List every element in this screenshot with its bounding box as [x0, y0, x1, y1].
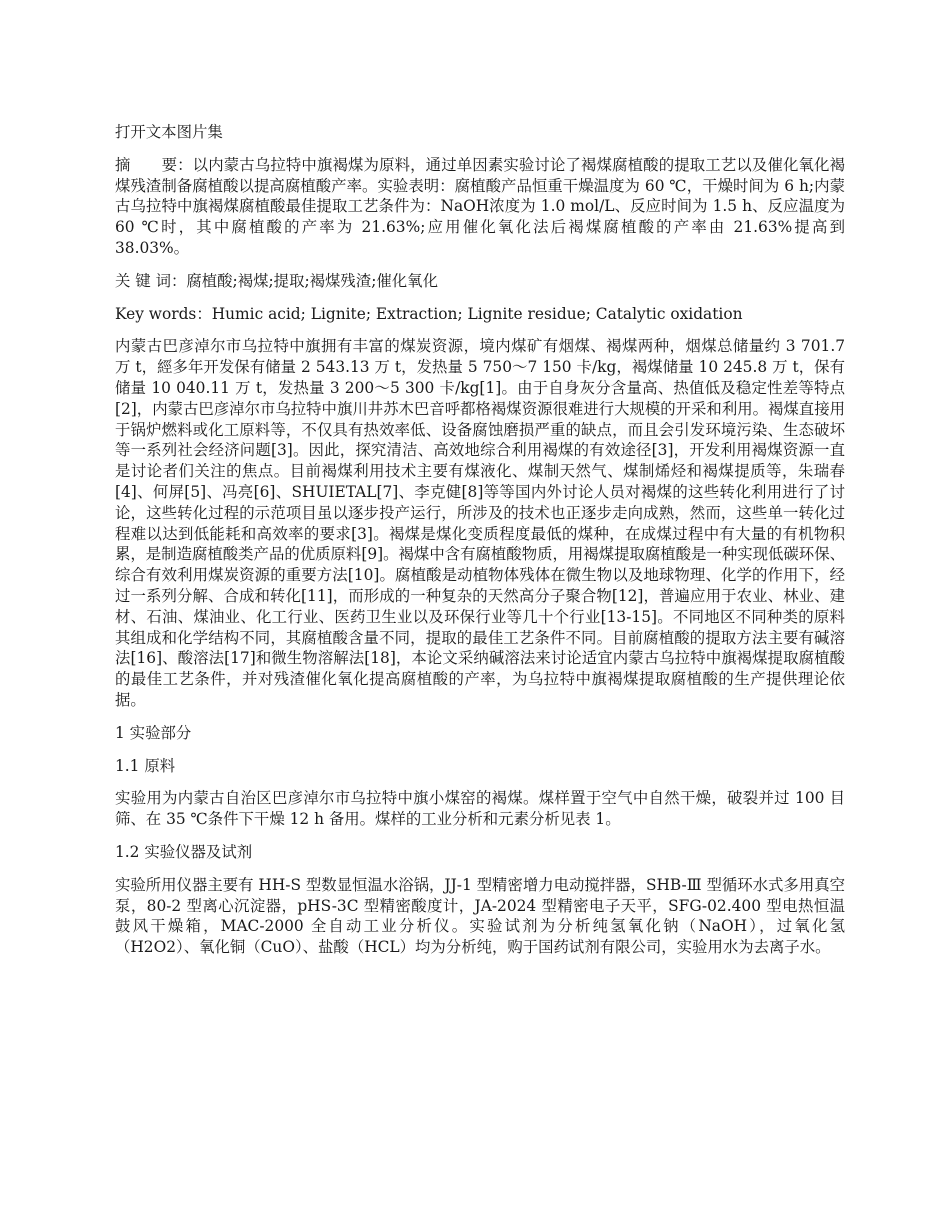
keywords-label: 关 键 词：: [115, 271, 187, 290]
section-heading-experiment: 1 实验部分: [115, 723, 192, 742]
subsection-heading-instruments: 1.2 实验仪器及试剂: [115, 842, 253, 861]
open-image-gallery-link[interactable]: 打开文本图片集: [115, 123, 223, 141]
keywords-en-label: Key words：: [115, 304, 212, 323]
document-page: [115, 122, 845, 970]
keywords-en-text: Humic acid; Lignite; Extraction; Lignite residue; Catalytic oxidation: [211, 304, 743, 323]
abstract-paragraph: [115, 155, 845, 259]
keywords-paragraph: [115, 271, 845, 292]
intro-paragraph: 内蒙古巴彦淖尔市乌拉特中旗拥有丰富的煤炭资源，境内煤矿有烟煤、褐煤两种，烟煤总储量约 3 701.7 万 t，經多年开发保有储量 2 543.13 万 t，发热量 5 750～7 150 卡/kg，褐煤储量 10 245.8 万 t，保有储量 10 040.11 万 t，发热量 3 200～5 300 卡/kg[1]。由于自身灰分含量高、热值低及稳定性差等特点[2]，内蒙古巴彦淖尔市乌拉特中旗川井苏木巴音呼都格褐煤资源很难进行大规模的开采和利用。褐煤直接用于锅炉燃料或化工原料等，不仅具有热效率低、设备腐蚀磨损严重的缺点，而且会引发环境污染、生态破坏等一系列社会经济问题[3]。因此，探究清洁、高效地综合利用褐煤的有效途径[3]，开发利用褐煤资源一直是讨论者们关注的焦点。目前褐煤利用技术主要有煤液化、煤制天然气、煤制烯烃和褐煤提质等，朱瑞春[4]、何屏[5]、冯亮[6]、SHUIETAL[7]、李克健[8]等等国内外讨论人员对褐煤的这些转化利用进行了讨论，这些转化过程的示范项目虽以逐步投产运行，所涉及的技术也正逐步走向成熟，然而，这些单一转化过程难以达到低能耗和高效率的要求[3]。褐煤是煤化变质程度最低的煤种，在成煤过程中有大量的有机物积累，是制造腐植酸类产品的优质原料[9]。褐煤中含有腐植酸物质，用褐煤提取腐植酸是一种实现低碳环保、综合有效利用煤炭资源的重要方法[10]。腐植酸是动植物体残体在微生物以及地球物理、化学的作用下，经过一系列分解、合成和转化[11]，而形成的一种复杂的天然高分子聚合物[12]，普遍应用于农业、林业、建材、石油、煤油业、化工行业、医药卫生业以及环保行业等几十个行业[13-15]。不同地区不同种类的原料其组成和化学结构不同，其腐植酸含量不同，提取的最佳工艺条件不同。目前腐植酸的提取方法主要有碱溶法[16]、酸溶法[17]和微生物溶解法[18]，本论文采纳碱溶法来讨论适宜内蒙古乌拉特中旗褐煤提取腐植酸的最佳工艺条件，并对残渣催化氧化提高腐植酸的产率，为乌拉特中旗褐煤提取腐植酸的生产提供理论依据。: [115, 337, 845, 709]
subsection-heading-materials: 1.1 原料: [115, 756, 176, 775]
abstract-label: 摘 要：: [115, 155, 193, 174]
keywords-en-paragraph: [115, 304, 845, 325]
keywords-text: 腐植酸;褐煤;提取;褐煤残渣;催化氧化: [186, 271, 438, 290]
abstract-text: 以内蒙古乌拉特中旗褐煤为原料，通过单因素实验讨论了褐煤腐植酸的提取工艺以及催化氧化褐煤残渣制备腐植酸以提高腐植酸产率。实验表明：腐植酸产品恒重干燥温度为 60 ℃，干燥时间为 6 h;内蒙古乌拉特中旗褐煤腐植酸最佳提取工艺条件为：NaOH浓度为 1.0 mol/L、反应时间为 1.5 h、反应温度为 60 ℃时，其中腐植酸的产率为 21.63%;应用催化氧化法后褐煤腐植酸的产率由 21.63%提高到 38.03%。: [115, 155, 845, 257]
instruments-paragraph: 实验所用仪器主要有 HH-S 型数显恒温水浴锅，JJ-1 型精密增力电动搅拌器，SHB-Ⅲ 型循环水式多用真空泵，80-2 型离心沉淀器，pHS-3C 型精密酸度计，JA-2024 型精密电子天平，SFG-02.400 型电热恒温鼓风干燥箱，MAC-2000 全自动工业分析仪。实验试剂为分析纯氢氧化钠（NaOH），过氧化氢（H2O2）、氧化铜（CuO）、盐酸（HCL）均为分析纯，购于国药试剂有限公司，实验用水为去离子水。: [115, 875, 845, 957]
materials-paragraph: 实验用为内蒙古自治区巴彦淖尔市乌拉特中旗小煤窑的褐煤。煤样置于空气中自然干燥，破裂并过 100 目筛、在 35 ℃条件下干燥 12 h 备用。煤样的工业分析和元素分析见表 1。: [115, 789, 845, 829]
